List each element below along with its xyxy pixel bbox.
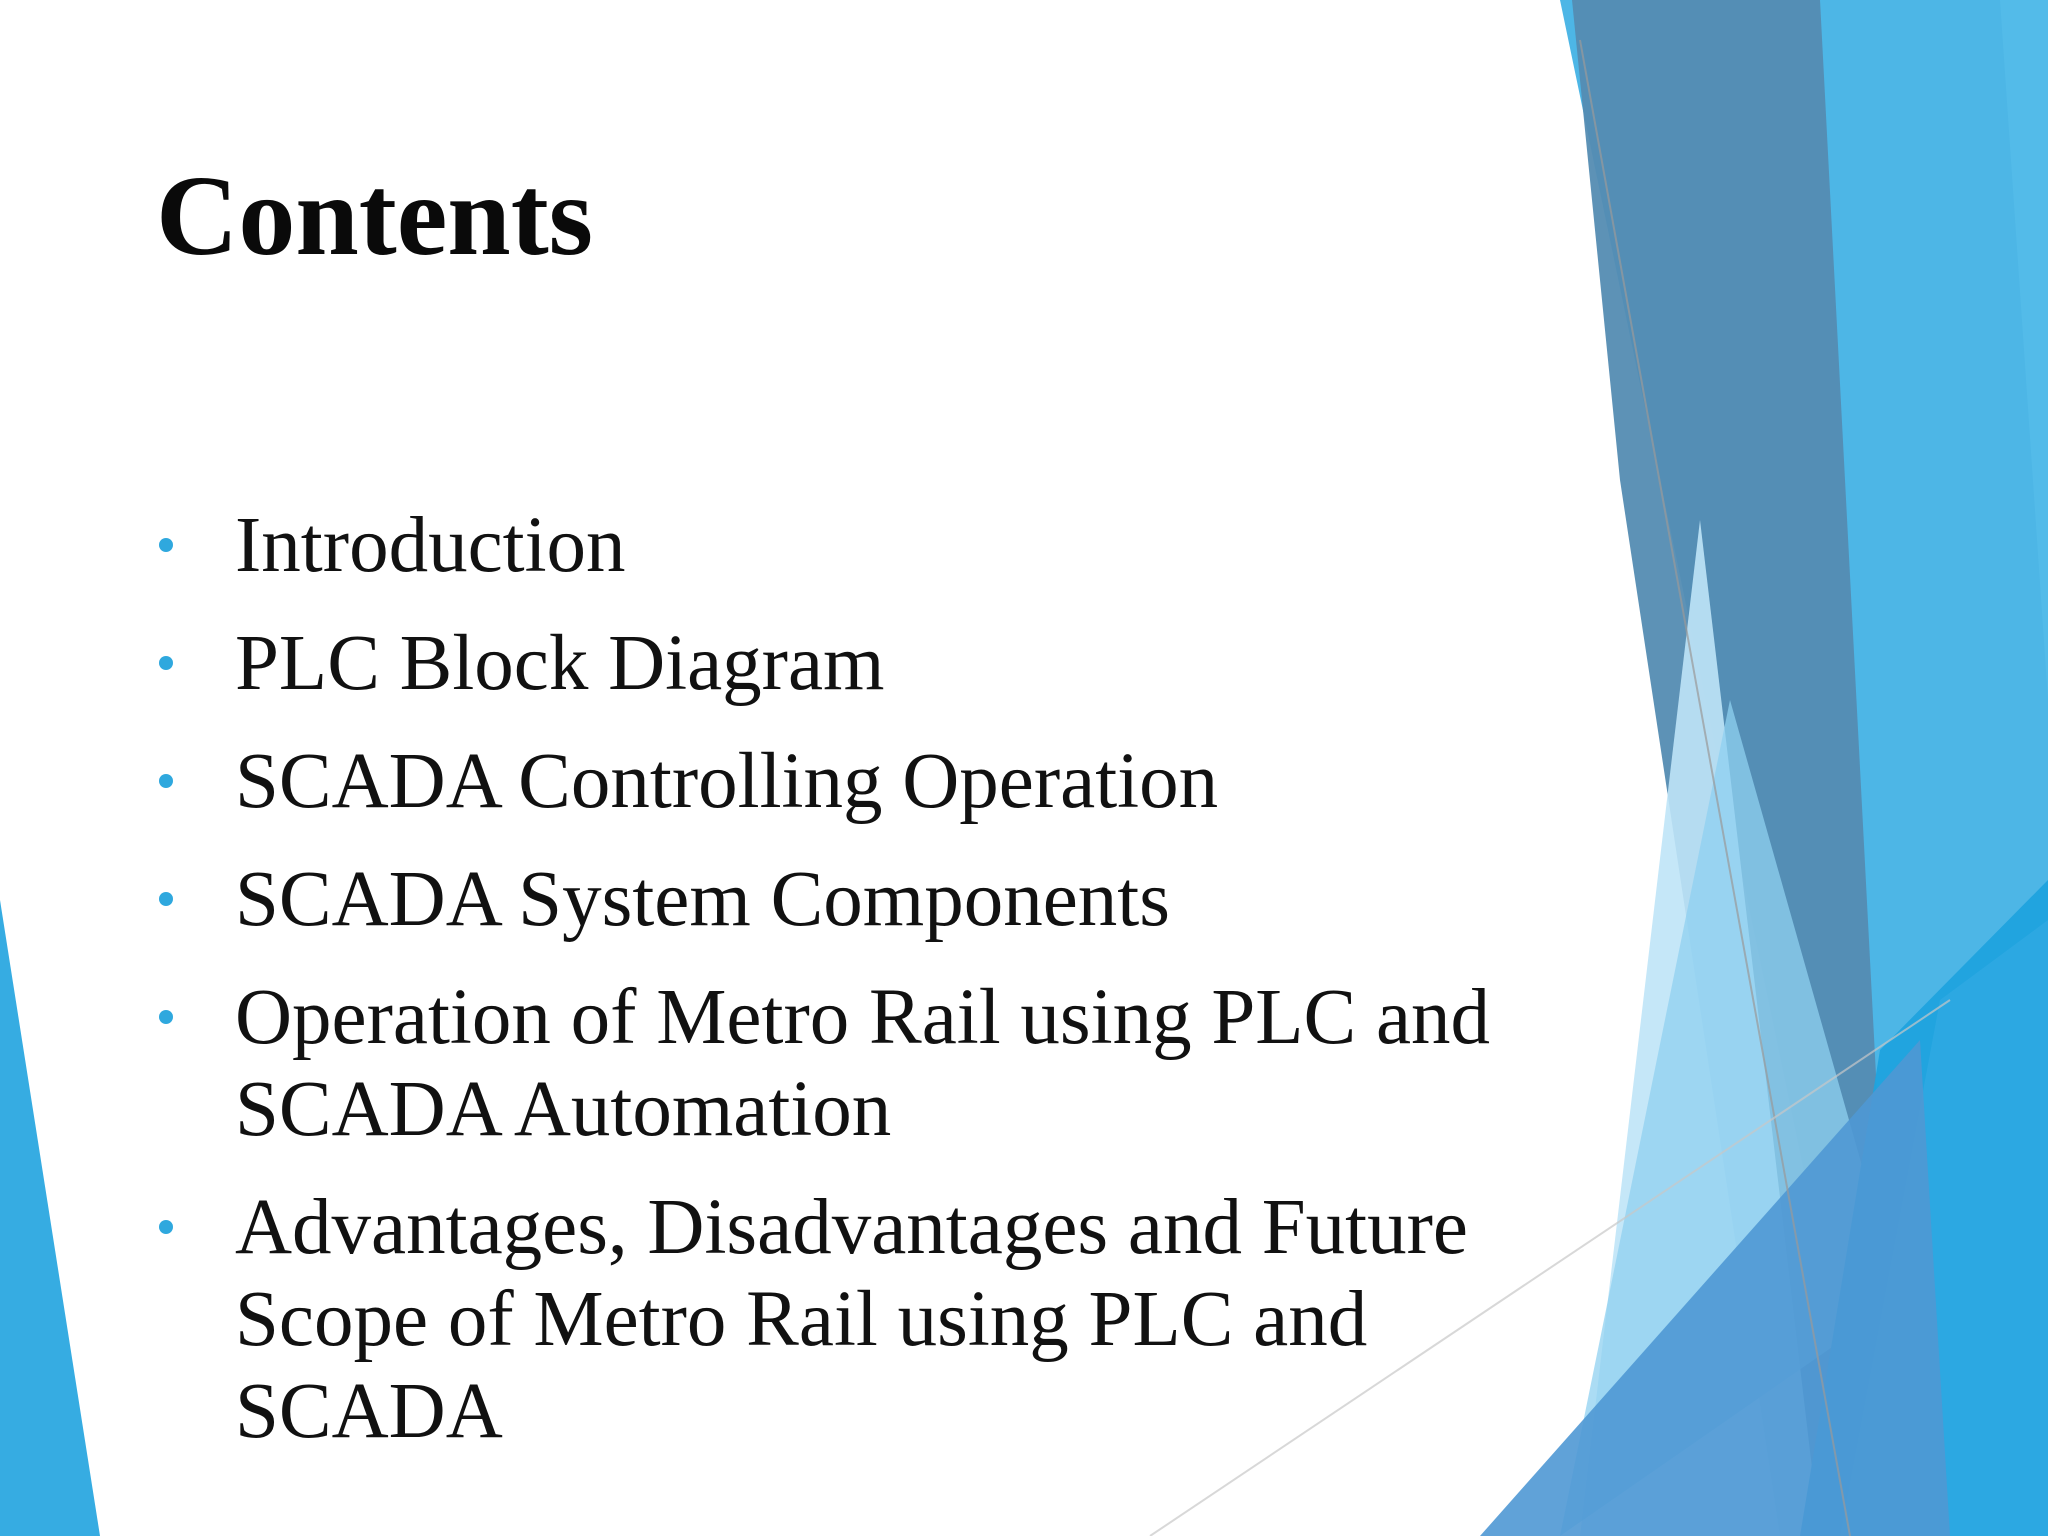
bullet-dot-icon (159, 1220, 173, 1234)
list-item-text: Introduction (235, 502, 626, 589)
list-item-text-line-3: SCADA (235, 1368, 503, 1455)
bullet-dot-icon (159, 774, 173, 788)
bullet-dot-icon (159, 892, 173, 906)
facet-left-bottom (0, 900, 100, 1536)
contents-list (156, 500, 1556, 1484)
list-item-text-line-1: Operation of Metro Rail using PLC and (235, 974, 1491, 1061)
list-item (156, 972, 1556, 1156)
list-item-text-line-2: SCADA Automation (235, 1066, 892, 1153)
list-item (156, 736, 1556, 828)
list-item-text: PLC Block Diagram (235, 620, 885, 707)
bullet-dot-icon (159, 1010, 173, 1024)
list-item-text-line-1: Advantages, Disadvantages and Future (235, 1184, 1468, 1271)
list-item-text: SCADA Controlling Operation (235, 738, 1219, 825)
list-item-text-line-2: Scope of Metro Rail using PLC and (235, 1276, 1368, 1363)
bullet-dot-icon (159, 538, 173, 552)
list-item (156, 1182, 1556, 1458)
bullet-dot-icon (159, 656, 173, 670)
list-item (156, 854, 1556, 946)
slide-title: Contents (156, 152, 594, 279)
list-item-text: SCADA System Components (235, 856, 1170, 943)
list-item (156, 618, 1556, 710)
list-item (156, 500, 1556, 592)
